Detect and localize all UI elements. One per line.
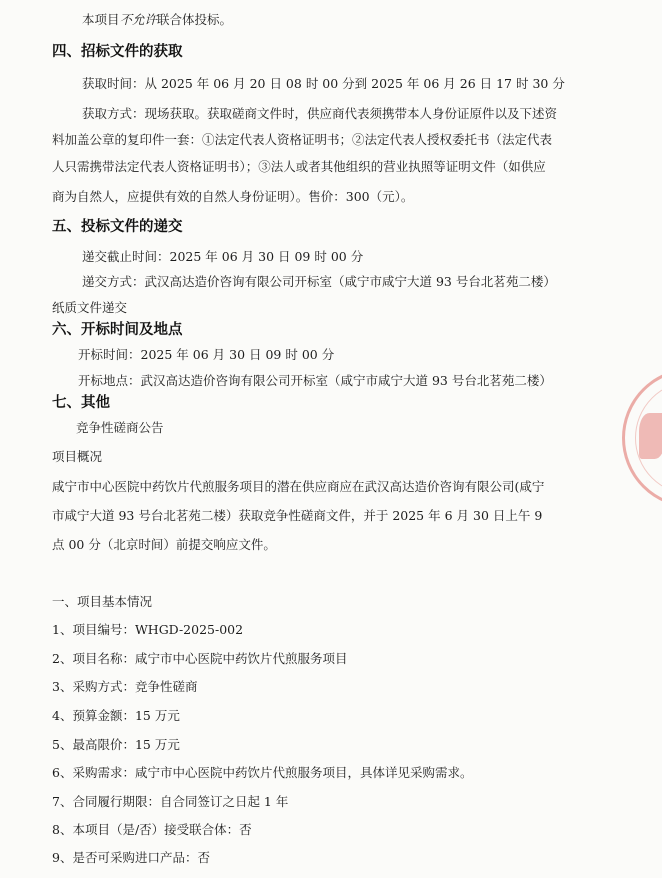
- basic-item-3: 3、采购方式：竞争性磋商: [52, 679, 198, 694]
- acquisition-time: 获取时间：从 2025 年 06 月 20 日 08 时 00 分到 2025 年 06 月 26 日 17 时 30 分: [82, 76, 565, 91]
- submission-deadline: 递交截止时间：2025 年 06 月 30 日 09 时 00 分: [82, 249, 364, 264]
- basic-item-4: 4、预算金额：15 万元: [52, 708, 180, 723]
- joint-bid-note-before: 本项目: [82, 12, 120, 27]
- opening-time: 开标时间：2025 年 06 月 30 日 09 时 00 分: [78, 347, 335, 362]
- basic-item-2: 2、项目名称：咸宁市中心医院中药饮片代煎服务项目: [52, 651, 348, 666]
- basic-item-7: 7、合同履行期限：自合同签订之日起 1 年: [52, 794, 289, 809]
- overview-line-2: 市咸宁大道 93 号台北茗苑二楼）获取竞争性磋商文件，并于 2025 年 6 月 30 日上午 9: [52, 508, 543, 523]
- basic-item-6: 6、采购需求：咸宁市中心医院中药饮片代煎服务项目，具体详见采购需求。: [52, 765, 473, 780]
- section-6-title: 六、开标时间及地点: [52, 322, 183, 338]
- overview-line-1: 咸宁市中心医院中药饮片代煎服务项目的潜在供应商应在武汉高达造价咨询有限公司(咸宁: [52, 479, 545, 494]
- overview-label: 项目概况: [52, 449, 103, 464]
- basic-item-1: 1、项目编号：WHGD-2025-002: [52, 622, 244, 637]
- acquisition-method-line-2: 料加盖公章的复印件一套：①法定代表人资格证明书；②法定代表人授权委托书（法定代表: [52, 132, 553, 147]
- basic-info-heading: 一、项目基本情况: [52, 594, 153, 609]
- section-4-title: 四、招标文件的获取: [52, 44, 183, 60]
- overview-line-3: 点 00 分（北京时间）前提交响应文件。: [52, 537, 276, 552]
- opening-place: 开标地点：武汉高达造价咨询有限公司开标室（咸宁市咸宁大道 93 号台北茗苑二楼）: [78, 373, 552, 388]
- official-seal-mark: [639, 413, 662, 459]
- submission-method-line-2: 纸质文件递交: [52, 300, 128, 315]
- official-seal: [622, 368, 662, 508]
- acquisition-method-line-4: 商为自然人，应提供有效的自然人身份证明）。售价：300（元）。: [52, 189, 414, 204]
- section-7-title: 七、其他: [52, 395, 110, 411]
- acquisition-method-line-3: 人只需携带法定代表人资格证明书）；③法人或者其他组织的营业执照等证明文件（如供应: [52, 159, 546, 174]
- submission-method-line-1: 递交方式：武汉高达造价咨询有限公司开标室（咸宁市咸宁大道 93 号台北茗苑二楼）: [82, 274, 556, 289]
- joint-bid-note: [82, 12, 232, 28]
- basic-item-5: 5、最高限价：15 万元: [52, 737, 180, 752]
- announcement-subtitle: 竞争性磋商公告: [76, 420, 164, 435]
- joint-bid-note-after: 联合体投标。: [157, 12, 233, 27]
- basic-item-8: 8、本项目（是/否）接受联合体：否: [52, 822, 252, 837]
- joint-bid-note-emphasis: 不允许: [119, 12, 158, 27]
- basic-item-9: 9、是否可采购进口产品：否: [52, 850, 210, 865]
- section-5-title: 五、投标文件的递交: [52, 219, 183, 235]
- acquisition-method-line-1: 获取方式：现场获取。获取磋商文件时，供应商代表须携带本人身份证原件以及下述资: [82, 106, 558, 121]
